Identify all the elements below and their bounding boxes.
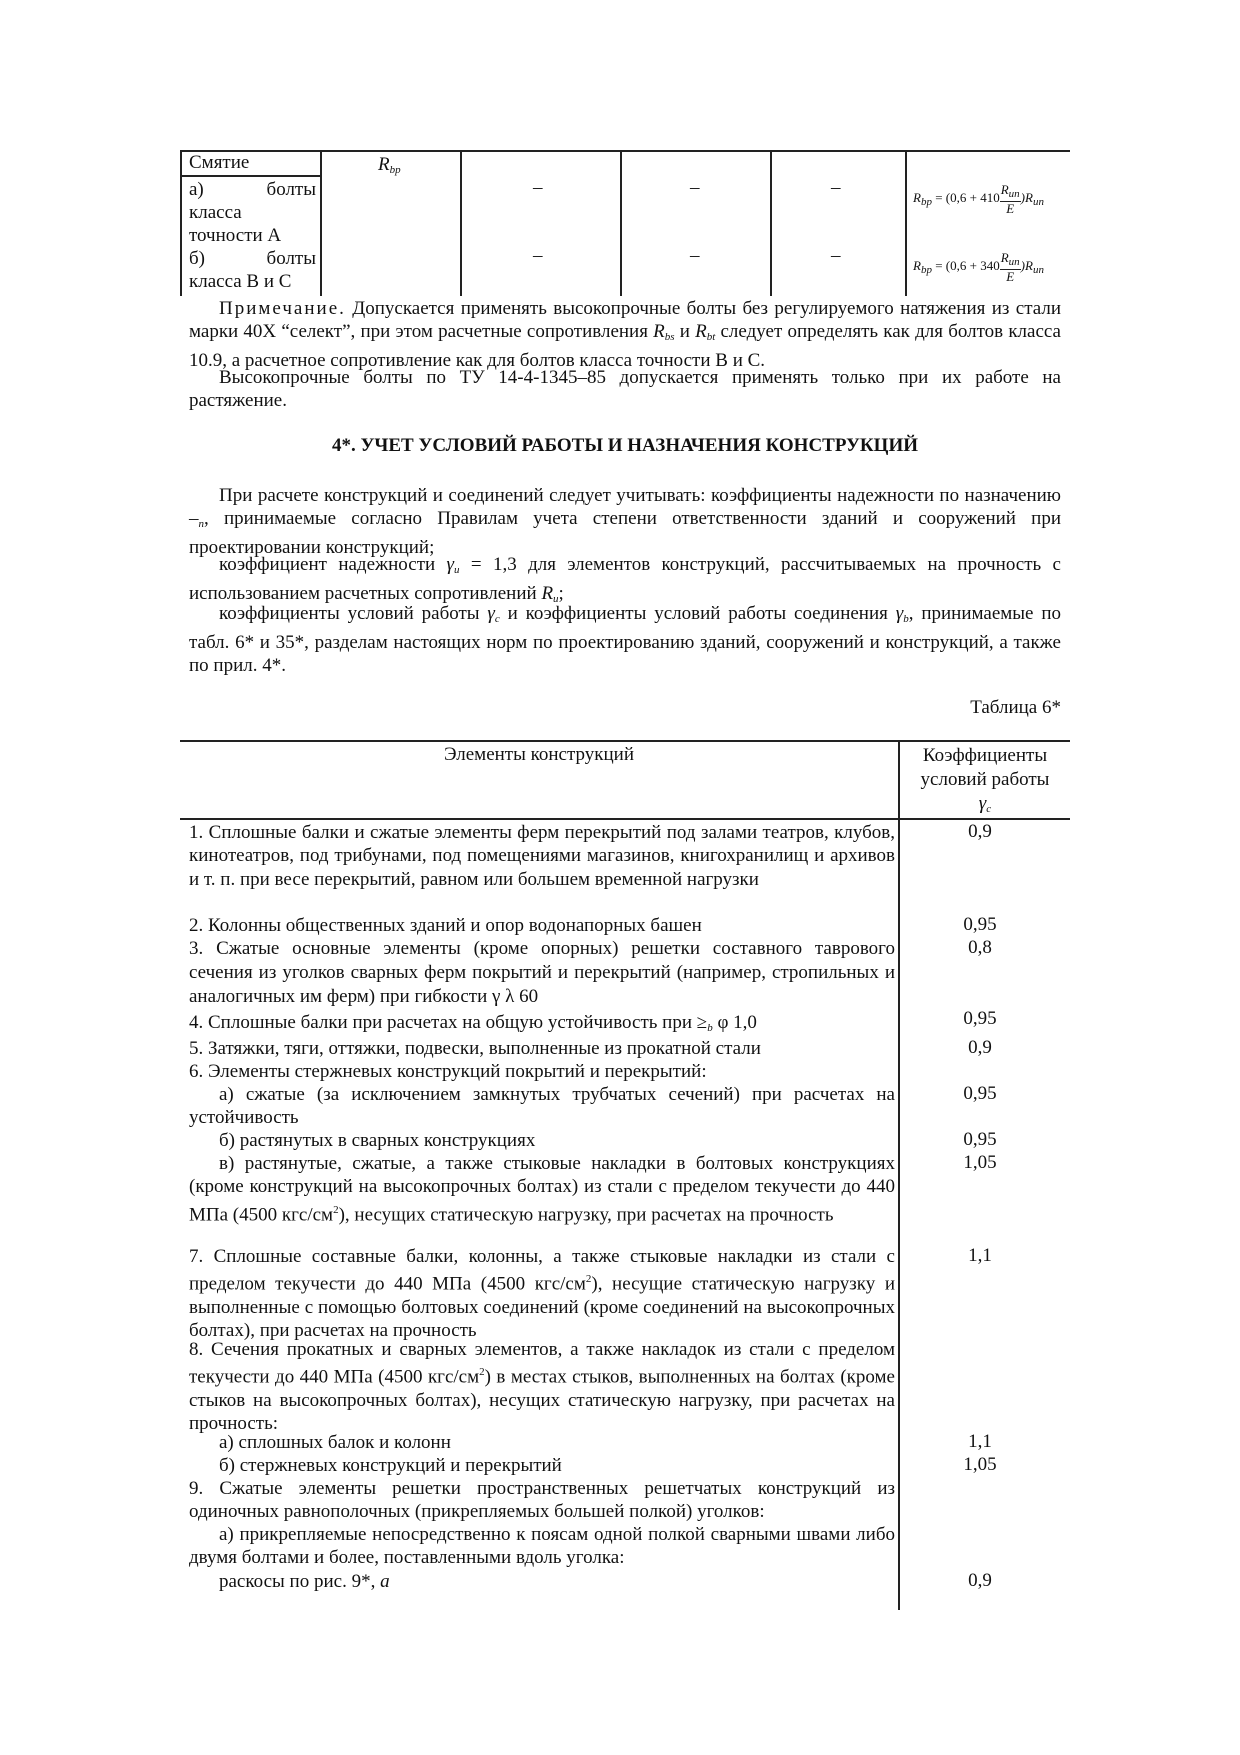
table-row-text: 1. Сплошные балки и сжатые элементы ферм перекрытий под залами театров, клубов, кинотеатров, под трибунами, под помещениями магазинов, книгохранилищ и архивов и т. п. при весе перекрытий, равном или большем временной нагрузки xyxy=(189,822,895,890)
table-row-text: а) сжатые (за исключением замкнутых трубчатых сечений) при расчетах на устойчивость xyxy=(189,1084,895,1129)
table-row-value: 0,9 xyxy=(968,821,992,842)
row-a-label: а) болты класса точности А xyxy=(189,179,316,246)
table-row-value: 1,1 xyxy=(968,1431,992,1452)
note-paragraph: Примечание. Допускается применять высокопрочные болты без регулируемого натяжения из стали марки 40Х “селект”, при этом расчетные сопротивления $R_{bs}$ и $R_{bt}$ следует определять как для болтов класса 10.9, а расчетное сопротивление как для болтов класса точности В и С. xyxy=(189,298,1061,371)
table-row-text: б) стержневых конструкций и перекрытий xyxy=(219,1455,562,1476)
table-row-value: 0,95 xyxy=(963,1129,997,1150)
dash-cell: – xyxy=(690,177,700,198)
dash-cell: – xyxy=(831,245,841,266)
top-table-border xyxy=(620,150,622,296)
table-caption: Таблица 6* xyxy=(970,697,1061,718)
row-smyatie-label: Смятие xyxy=(189,152,250,173)
table-row-text: а) сплошных балок и колонн xyxy=(219,1432,451,1453)
table-row-text: 6. Элементы стержневых конструкций покрытий и перекрытий: xyxy=(189,1061,707,1082)
formula-a: $R_{bp} = (0,6 + 410$ $\frac{R_{un}}{E}$ )$R_{un}$ xyxy=(913,182,1044,216)
section-title: 4*. УЧЕТ УСЛОВИЙ РАБОТЫ И НАЗНАЧЕНИЯ КОНСТРУКЦИЙ xyxy=(331,435,919,456)
table-row-value: 0,95 xyxy=(963,1083,997,1104)
table-row-text: 2. Колонны общественных зданий и опор водонапорных башен xyxy=(189,915,702,936)
dash-cell: – xyxy=(533,177,543,198)
dash-cell: – xyxy=(533,245,543,266)
table-row-value: 0,9 xyxy=(968,1037,992,1058)
header-coefficients: Коэффициенты условий работы $\gamma_c$ xyxy=(920,745,1050,815)
rbp-symbol: $R_{bp}$ xyxy=(378,154,401,176)
top-table-border xyxy=(905,150,907,296)
table-row-text: а) прикрепляемые непосредственно к поясам одной полкой сварными швами либо двумя болтами и более, поставленными вдоль уголка: xyxy=(189,1524,895,1569)
table-row-text: 4. Сплошные балки при расчетах на общую устойчивость при $\ge_b$ φ 1,0 xyxy=(189,1012,757,1034)
row-b-label: б) болты класса В и С xyxy=(189,248,316,292)
table-row-text: 5. Затяжки, тяги, оттяжки, подвески, выполненные из прокатной стали xyxy=(189,1038,761,1059)
table-row-text: 8. Сечения прокатных и сварных элементов, а также накладок из стали с пределом текучести до 440 МПа (4500 кгс/$см^2$) в местах стыков, выполненных на болтах (кроме стыков на высокопрочных болтах), несущих статическую нагрузку, при расчетах на прочность: xyxy=(189,1339,895,1435)
top-table-rule xyxy=(180,175,320,177)
table-row-text: в) растянутые, сжатые, а также стыковые накладки в болтовых конструкциях (кроме конструкций на высокопрочных болтах) из стали с пределом текучести до 440 МПа (4500 кгс/$см^2$), несущих статическую нагрузку, при расчетах на прочность xyxy=(189,1153,895,1225)
table-row-text: раскосы по рис. 9*, а xyxy=(219,1571,390,1592)
top-table-border xyxy=(320,150,322,296)
table-row-text: 9. Сжатые элементы решетки пространственных решетчатых конструкций из одиночных равнополочных (прикрепляемых большей полкой) уголков: xyxy=(189,1478,895,1523)
table-row-text: 7. Сплошные составные балки, колонны, а также стыковые накладки из стали с пределом текучести до 440 МПа (4500 кгс/$см^2$), несущие статическую нагрузку и выполненные с помощью болтовых соединений (кроме соединений на высокопрочных болтах), при расчетах на прочность xyxy=(189,1246,895,1342)
table-row-text: 3. Сжатые основные элементы (кроме опорных) решетки составного таврового сечения из уголков сварных ферм покрытий и перекрытий (например, стропильных и аналогичных им ферм) при гибкости γ λ 60 xyxy=(189,938,895,1007)
top-table-border xyxy=(180,150,182,296)
formula-b: $R_{bp} = (0,6 + 340$ $\frac{R_{un}}{E}$ )$R_{un}$ xyxy=(913,250,1044,284)
table-row-value: 1,05 xyxy=(963,1152,997,1173)
top-table-rule xyxy=(180,150,1070,152)
section-paragraph-3: коэффициенты условий работы $\gamma_c$ и коэффициенты условий работы соединения $\gamma_b$, принимаемые по табл. 6* и 35*, разделам настоящих норм по проектированию зданий, сооружений и конструкций, а также по прил. 4*. xyxy=(189,603,1061,676)
table-row-value: 0,8 xyxy=(968,937,992,958)
table-rule xyxy=(180,740,1070,742)
table-row-text: б) растянутых в сварных конструкциях xyxy=(219,1130,536,1151)
dash-cell: – xyxy=(690,245,700,266)
table-row-value: 0,95 xyxy=(963,914,997,935)
header-elements: Элементы конструкций xyxy=(443,744,635,765)
table-column-divider xyxy=(898,740,900,1610)
note-paragraph-2: Высокопрочные болты по ТУ 14-4-1345–85 допускается применять только при их работе на растяжение. xyxy=(189,367,1061,411)
top-table-border xyxy=(770,150,772,296)
section-paragraph-1: При расчете конструкций и соединений следует учитывать: коэффициенты надежности по назначению $-_n$, принимаемые согласно Правилам учета степени ответственности зданий и сооружений при проектировании конструкций; xyxy=(189,485,1061,558)
dash-cell: – xyxy=(831,177,841,198)
table-row-value: 0,9 xyxy=(968,1570,992,1591)
table-row-value: 0,95 xyxy=(963,1008,997,1029)
section-paragraph-2: коэффициент надежности $\gamma_u = 1,3$ для элементов конструкций, рассчитываемых на прочность с использованием расчетных сопротивлений $R_u$; xyxy=(189,554,1061,605)
top-table-border xyxy=(460,150,462,296)
table-row-value: 1,1 xyxy=(968,1245,992,1266)
table-row-value: 1,05 xyxy=(963,1454,997,1475)
